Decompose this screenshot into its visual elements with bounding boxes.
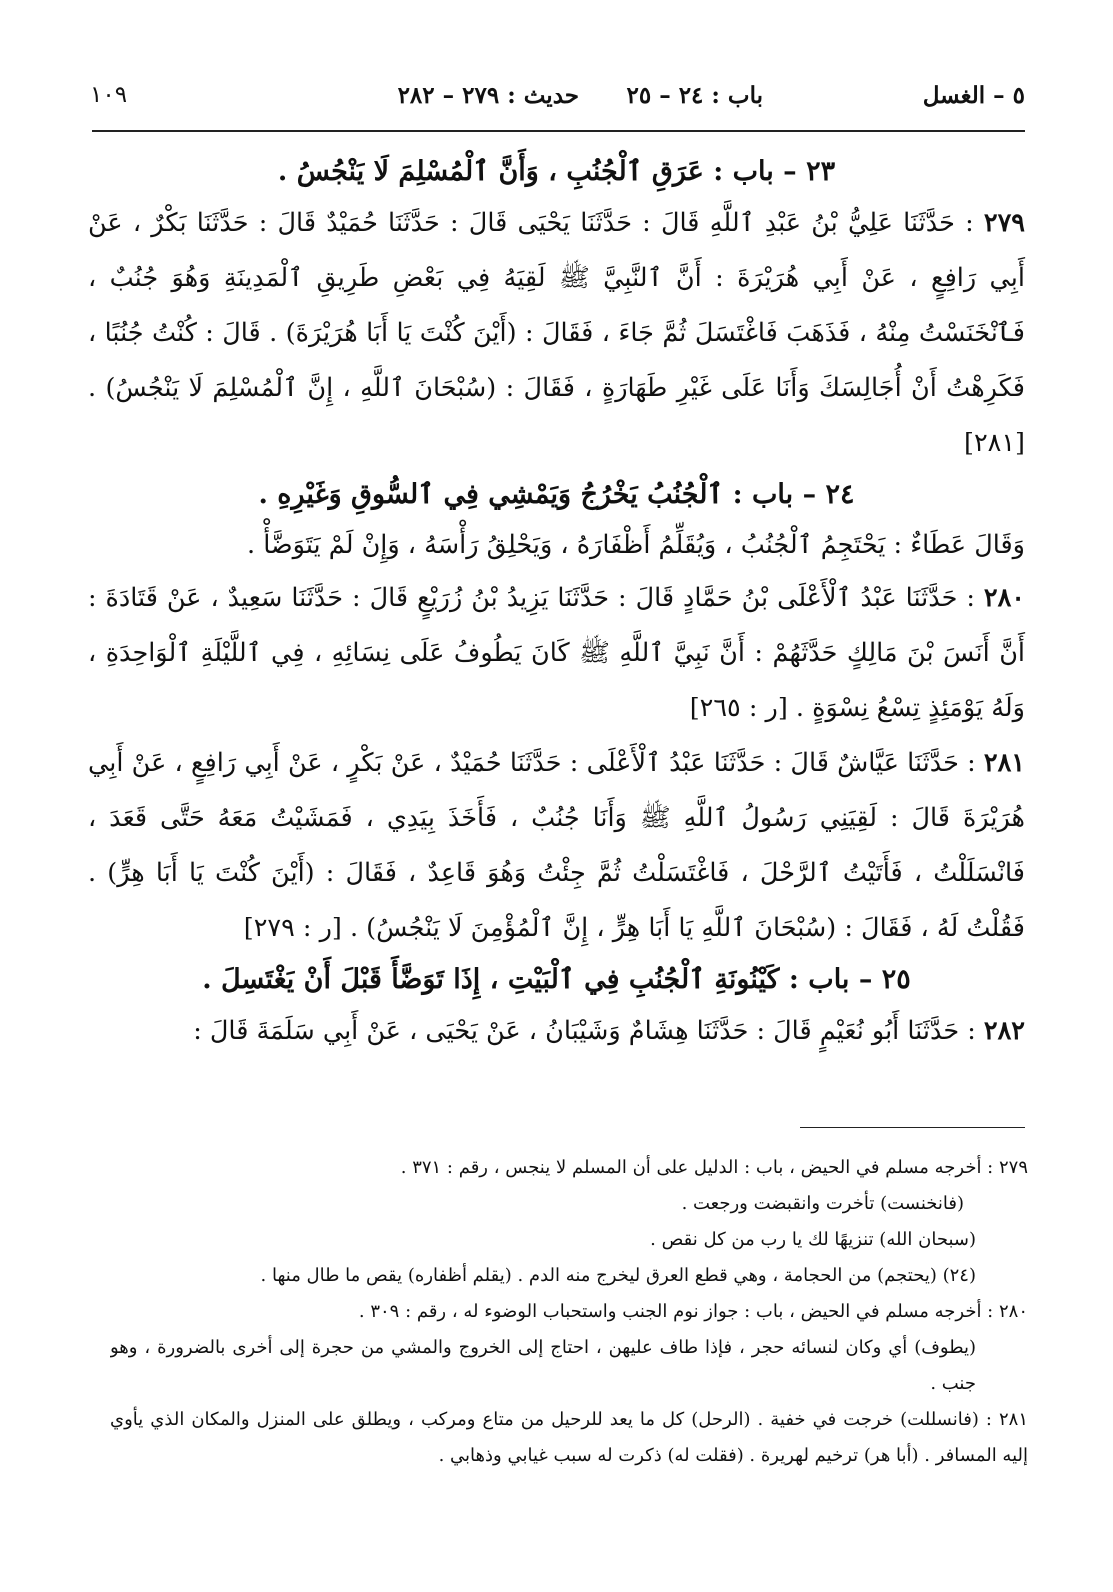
footnote-number: ٢٨١ [998,1409,1028,1430]
header-hadith-range: حديث : ٢٧٩ – ٢٨٢ [397,82,579,109]
footnote-number: ٢٨٠ [998,1301,1028,1322]
hadith-number: ٢٧٩ [983,208,1025,238]
page-number: ١٠٩ [90,82,128,108]
ata-statement: وَقَالَ عَطَاءٌ : يَحْتَجِمُ ٱلْجُنُبُ ، وَيُقَلِّمُ أَظْفَارَهُ ، وَيَحْلِقُ رَأْسَهُ ، وَإِنْ لَمْ يَتَوَضَّأْ . [247,530,1025,560]
footnote-text: : أخرجه مسلم في الحيض ، باب : الدليل على أن المسلم لا ينجس ، رقم : ٣٧١ . [400,1157,994,1178]
hadith-281 [88,736,1025,956]
hadith-number: ٢٨٠ [983,583,1025,613]
hadith-text: : حَدَّثَنَا أَبُو نُعَيْمٍ قَالَ : حَدَّثَنَا هِشَامٌ وَشَيْبَانُ ، عَنْ يَحْيَى ، عَنْ أَبِي سَلَمَةَ قَالَ : [193,1016,976,1046]
chapter-title-25: ٢٥ – باب : كَيْنُونَةِ ٱلْجُنُبِ فِي ٱلْبَيْتِ ، إِذَا تَوَضَّأَ قَبْلَ أَنْ يَغْتَسِلَ . [202,964,911,995]
hadith-number: ٢٨١ [983,748,1025,778]
footnote-number: ٢٧٩ [998,1157,1028,1178]
header-bab: باب : ٢٤ – ٢٥ [626,82,763,109]
running-header [90,82,1025,118]
footnote-280-gloss: (يطوف) أي وكان لنسائه حجر ، فإذا طاف عليهن ، احتاج إلى الخروج والمشي من حجرة إلى أخرى بالضرورة ، وهو جنب . [110,1337,976,1394]
hadith-279 [88,196,1025,471]
footnote-279-gloss: (فانخنست) تأخرت وانقبضت ورجعت . [681,1193,964,1214]
chapter-title-23: ٢٣ – باب : عَرَقِ ٱلْجُنُبِ ، وَأَنَّ ٱلْمُسْلِمَ لَا يَنْجُسُ . [277,156,836,187]
footnote-279 [110,1150,1028,1186]
footnote-text: : (فانسللت) خرجت في خفية . (الرحل) كل ما يعد للرحيل من متاع ومركب ، ويطلق على المنزل والمكان الذي يأوي إليه المسافر . (أبا هر) ترخيم لهريرة . (فقلت له) ذكرت له سبب غيابي وذهابي . [110,1409,1028,1466]
chapter-title-24: ٢٤ – باب : ٱلْجُنُبُ يَخْرُجُ وَيَمْشِي فِي ٱلسُّوقِ وَغَيْرِهِ . [258,479,855,510]
footnote-281 [110,1402,1028,1474]
footnote-24: (٢٤) (يحتجم) من الحجامة ، وهي قطع العرق ليخرج منه الدم . (يقلم أظفاره) يقص ما طال منها . [260,1265,976,1286]
header-divider [92,130,1025,132]
hadith-280 [88,571,1025,736]
hadith-text: : حَدَّثَنَا عَلِيُّ بْنُ عَبْدِ ٱللَّهِ قَالَ : حَدَّثَنَا يَحْيَى قَالَ : حَدَّثَنَا حُمَيْدٌ قَالَ : حَدَّثَنَا بَكْرٌ ، عَنْ أَبِي رَافِعٍ ، عَنْ أَبِي هُرَيْرَةَ : أَنَّ ٱلنَّبِيَّ ﷺ لَقِيَهُ فِي بَعْضِ طَرِيقِ ٱلْمَدِينَةِ وَهُوَ جُنُبٌ ، فَٱنْخَنَسْتُ مِنْهُ ، فَذَهَبَ فَاغْتَسَلَ ثُمَّ جَاءَ ، فَقَالَ : (أَيْنَ كُنْتَ يَا أَبَا هُرَيْرَةَ) . قَالَ : كُنْتُ جُنُبًا ، فَكَرِهْتُ أَنْ أُجَالِسَكَ وَأَنَا عَلَى غَيْرِ طَهَارَةٍ ، فَقَالَ : (سُبْحَانَ ٱللَّهِ ، إِنَّ ٱلْمُسْلِمَ لَا يَنْجُسُ) . [٢٨١] [88,208,1025,458]
footnote-divider [800,1127,1025,1128]
footnote-text: : أخرجه مسلم في الحيض ، باب : جواز نوم الجنب واستحباب الوضوء له ، رقم : ٣٠٩ . [358,1301,994,1322]
hadith-text: : حَدَّثَنَا عَبْدُ ٱلْأَعْلَى بْنُ حَمَّادٍ قَالَ : حَدَّثَنَا يَزِيدُ بْنُ زُرَيْعٍ قَالَ : حَدَّثَنَا سَعِيدٌ ، عَنْ قَتَادَةَ : أَنَّ أَنَسَ بْنَ مَالِكٍ حَدَّثَهُمْ : أَنَّ نَبِيَّ ٱللَّهِ ﷺ كَانَ يَطُوفُ عَلَى نِسَائِهِ ، فِي ٱللَّيْلَةِ ٱلْوَاحِدَةِ ، وَلَهُ يَوْمَئِذٍ تِسْعُ نِسْوَةٍ . [ر : ٢٦٥] [88,583,1025,723]
footnote-279-gloss: (سبحان الله) تنزيهًا لك يا رب من كل نقص . [650,1229,976,1250]
footnote-280 [110,1294,1028,1330]
main-text [88,148,1025,1059]
footnotes [110,1150,1028,1474]
header-chapter: ٥ – الغسل [922,82,1025,109]
hadith-282 [88,1004,1025,1059]
hadith-text: : حَدَّثَنَا عَيَّاشٌ قَالَ : حَدَّثَنَا عَبْدُ ٱلْأَعْلَى : حَدَّثَنَا حُمَيْدٌ ، عَنْ بَكْرٍ ، عَنْ أَبِي رَافِعٍ ، عَنْ أَبِي هُرَيْرَةَ قَالَ : لَقِيَنِي رَسُولُ ٱللَّهِ ﷺ وَأَنَا جُنُبٌ ، فَأَخَذَ بِيَدِي ، فَمَشَيْتُ مَعَهُ حَتَّى قَعَدَ ، فَانْسَلَلْتُ ، فَأَتَيْتُ ٱلرَّحْلَ ، فَاغْتَسَلْتُ ثُمَّ جِئْتُ وَهُوَ قَاعِدٌ ، فَقَالَ : (أَيْنَ كُنْتَ يَا أَبَا هِرٍّ) . فَقُلْتُ لَهُ ، فَقَالَ : (سُبْحَانَ ٱللَّهِ يَا أَبَا هِرٍّ ، إِنَّ ٱلْمُؤْمِنَ لَا يَنْجُسُ) . [ر : ٢٧٩] [88,748,1025,943]
hadith-number: ٢٨٢ [983,1016,1025,1046]
